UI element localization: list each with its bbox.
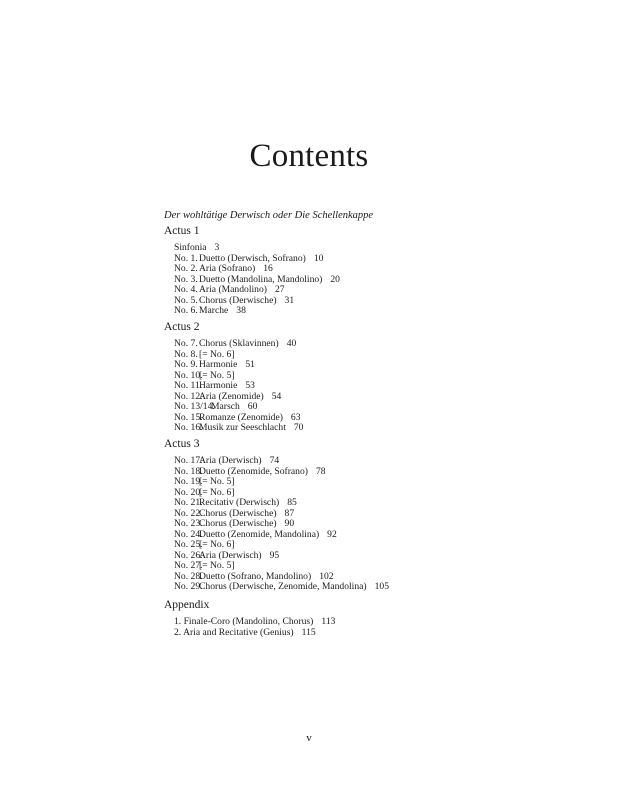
entry-page: 16 bbox=[263, 263, 273, 274]
toc-entry[interactable] bbox=[174, 285, 340, 296]
entry-page: 87 bbox=[284, 507, 295, 519]
entry-number: No. 1. bbox=[174, 252, 198, 264]
entry-page: 102 bbox=[319, 570, 334, 582]
section-heading: Actus 1 bbox=[164, 225, 200, 237]
entry-page: 85 bbox=[287, 497, 297, 508]
page-number: v bbox=[306, 732, 312, 744]
entry-title: [= No. 5] bbox=[199, 369, 235, 381]
entry-number: No. 21. bbox=[174, 497, 203, 508]
entry-list bbox=[164, 339, 303, 434]
entry-page: 95 bbox=[269, 549, 280, 561]
entry-number: No. 4. bbox=[174, 284, 198, 295]
entry-title: Musik zur Seeschlacht bbox=[199, 422, 286, 433]
entry-page: 27 bbox=[274, 284, 285, 295]
entry-title: Duetto (Mandolina, Mandolino) bbox=[199, 273, 323, 285]
entry-page: 38 bbox=[236, 305, 246, 316]
entry-number: No. 27. bbox=[174, 560, 203, 571]
entry-number: No. 24. bbox=[174, 528, 203, 540]
toc-entry[interactable] bbox=[174, 423, 303, 434]
entry-title: Aria (Mandolino) bbox=[199, 284, 267, 295]
entry-list bbox=[164, 456, 389, 593]
entry-title: Aria (Derwisch) bbox=[199, 455, 262, 466]
toc-entry[interactable] bbox=[174, 402, 303, 413]
entry-page: 115 bbox=[301, 626, 316, 638]
entry-title: Duetto (Zenomide, Sofrano) bbox=[199, 465, 308, 477]
page-title: Contents bbox=[249, 138, 369, 174]
entry-number: No. 6. bbox=[174, 305, 198, 316]
entry-list bbox=[164, 243, 340, 317]
work-title: Der wohltätige Derwisch oder Die Schellenkappe bbox=[164, 210, 374, 221]
entry-number: No. 10. bbox=[174, 369, 203, 381]
entry-number: No. 11. bbox=[174, 380, 203, 391]
entry-title: Marche bbox=[199, 305, 229, 316]
toc-entry[interactable] bbox=[174, 360, 303, 371]
toc-entry[interactable] bbox=[174, 540, 389, 551]
entry-page: 90 bbox=[284, 518, 295, 529]
entry-page: 74 bbox=[269, 455, 280, 466]
entry-page: 63 bbox=[290, 411, 301, 423]
entry-number: No. 25. bbox=[174, 539, 203, 550]
entry-number: No. 20. bbox=[174, 486, 203, 498]
entry-number: No. 26. bbox=[174, 549, 203, 561]
entry-title: [= No. 5] bbox=[199, 560, 235, 571]
entry-page: 3 bbox=[214, 242, 220, 253]
entry-title: Aria (Sofrano) bbox=[199, 263, 256, 274]
toc-entry[interactable] bbox=[174, 561, 389, 572]
entry-page: 105 bbox=[374, 581, 389, 592]
entry-number: No. 19. bbox=[174, 476, 203, 487]
toc-entry[interactable] bbox=[174, 582, 389, 593]
entry-page: 54 bbox=[271, 390, 282, 402]
toc-entry[interactable] bbox=[174, 477, 389, 488]
entry-page: 53 bbox=[245, 380, 255, 391]
toc-entry[interactable] bbox=[174, 498, 389, 509]
entry-title: Chorus (Sklavinnen) bbox=[199, 338, 279, 349]
toc-entry[interactable] bbox=[174, 456, 389, 467]
entry-page: 92 bbox=[327, 528, 337, 540]
entry-title: Harmonie bbox=[199, 359, 238, 370]
entry-page: 31 bbox=[284, 294, 295, 306]
entry-title: [= No. 6] bbox=[199, 348, 235, 360]
entry-title: Sinfonia bbox=[174, 242, 207, 253]
entry-title: Duetto (Zenomide, Mandolina) bbox=[199, 528, 320, 540]
toc-entry[interactable] bbox=[174, 306, 340, 317]
entry-title: [= No. 6] bbox=[199, 486, 235, 498]
entry-page: 60 bbox=[247, 401, 258, 412]
entry-number: No. 29. bbox=[174, 581, 203, 592]
entry-number: No. 17. bbox=[174, 455, 203, 466]
entry-title: [= No. 6] bbox=[199, 539, 235, 550]
entry-page: 40 bbox=[286, 338, 297, 349]
toc-entry[interactable] bbox=[174, 381, 303, 392]
entry-number: No. 5. bbox=[174, 294, 198, 306]
entry-list bbox=[164, 617, 335, 638]
entry-title: Chorus (Derwische) bbox=[199, 507, 277, 519]
entry-page: 78 bbox=[315, 465, 326, 477]
entry-number: No. 2. bbox=[174, 263, 198, 274]
entry-number: No. 28. bbox=[174, 570, 203, 582]
entry-title: Recitativ (Derwisch) bbox=[199, 497, 280, 508]
entry-title: 1. Finale-Coro (Mandolino, Chorus) bbox=[174, 616, 314, 627]
toc-section-actus-2 bbox=[164, 320, 303, 434]
entry-number: No. 9. bbox=[174, 359, 198, 370]
entry-title: Chorus (Derwische) bbox=[199, 294, 277, 306]
entry-title: Aria (Derwisch) bbox=[199, 549, 262, 561]
entry-number: No. 23. bbox=[174, 518, 203, 529]
section-heading: Actus 3 bbox=[164, 438, 200, 450]
entry-number: No. 7. bbox=[174, 338, 198, 349]
entry-number: No. 18. bbox=[174, 465, 203, 477]
toc-entry[interactable] bbox=[174, 519, 389, 530]
toc-entry[interactable] bbox=[174, 243, 340, 254]
entry-number: No. 16. bbox=[174, 422, 203, 433]
entry-title: [= No. 5] bbox=[199, 476, 235, 487]
entry-title: Romanze (Zenomide) bbox=[199, 411, 283, 423]
entry-title: Chorus (Derwische, Zenomide, Mandolina) bbox=[199, 581, 367, 592]
entry-page: 51 bbox=[245, 359, 255, 370]
entry-number: No. 12. bbox=[174, 390, 203, 402]
entry-number: No. 15. bbox=[174, 411, 203, 423]
entry-title: 2. Aria and Recitative (Genius) bbox=[174, 626, 294, 638]
section-heading: Actus 2 bbox=[164, 321, 200, 333]
entry-title: Harmonie bbox=[199, 380, 238, 391]
entry-page: 20 bbox=[330, 273, 340, 285]
toc-entry[interactable] bbox=[174, 339, 303, 350]
entry-title: Marsch bbox=[211, 401, 240, 412]
section-heading: Appendix bbox=[164, 599, 210, 611]
entry-page: 70 bbox=[293, 422, 304, 433]
entry-title: Aria (Zenomide) bbox=[199, 390, 264, 402]
entry-number: No. 8. bbox=[174, 348, 198, 360]
toc-section-actus-1 bbox=[164, 224, 340, 317]
entry-page: 113 bbox=[321, 616, 336, 627]
toc-entry[interactable] bbox=[174, 617, 335, 628]
entry-title: Duetto (Sofrano, Mandolino) bbox=[199, 570, 312, 582]
toc-section-appendix bbox=[164, 598, 335, 638]
entry-number: No. 22. bbox=[174, 507, 203, 519]
toc-entry[interactable] bbox=[174, 264, 340, 275]
entry-title: Chorus (Derwische) bbox=[199, 518, 277, 529]
toc-entry[interactable] bbox=[174, 628, 335, 639]
entry-page: 10 bbox=[313, 252, 324, 264]
toc-section-actus-3 bbox=[164, 437, 389, 593]
entry-number: No. 13/14. bbox=[174, 401, 215, 412]
entry-title: Duetto (Derwisch, Sofrano) bbox=[199, 252, 306, 264]
entry-number: No. 3. bbox=[174, 273, 198, 285]
